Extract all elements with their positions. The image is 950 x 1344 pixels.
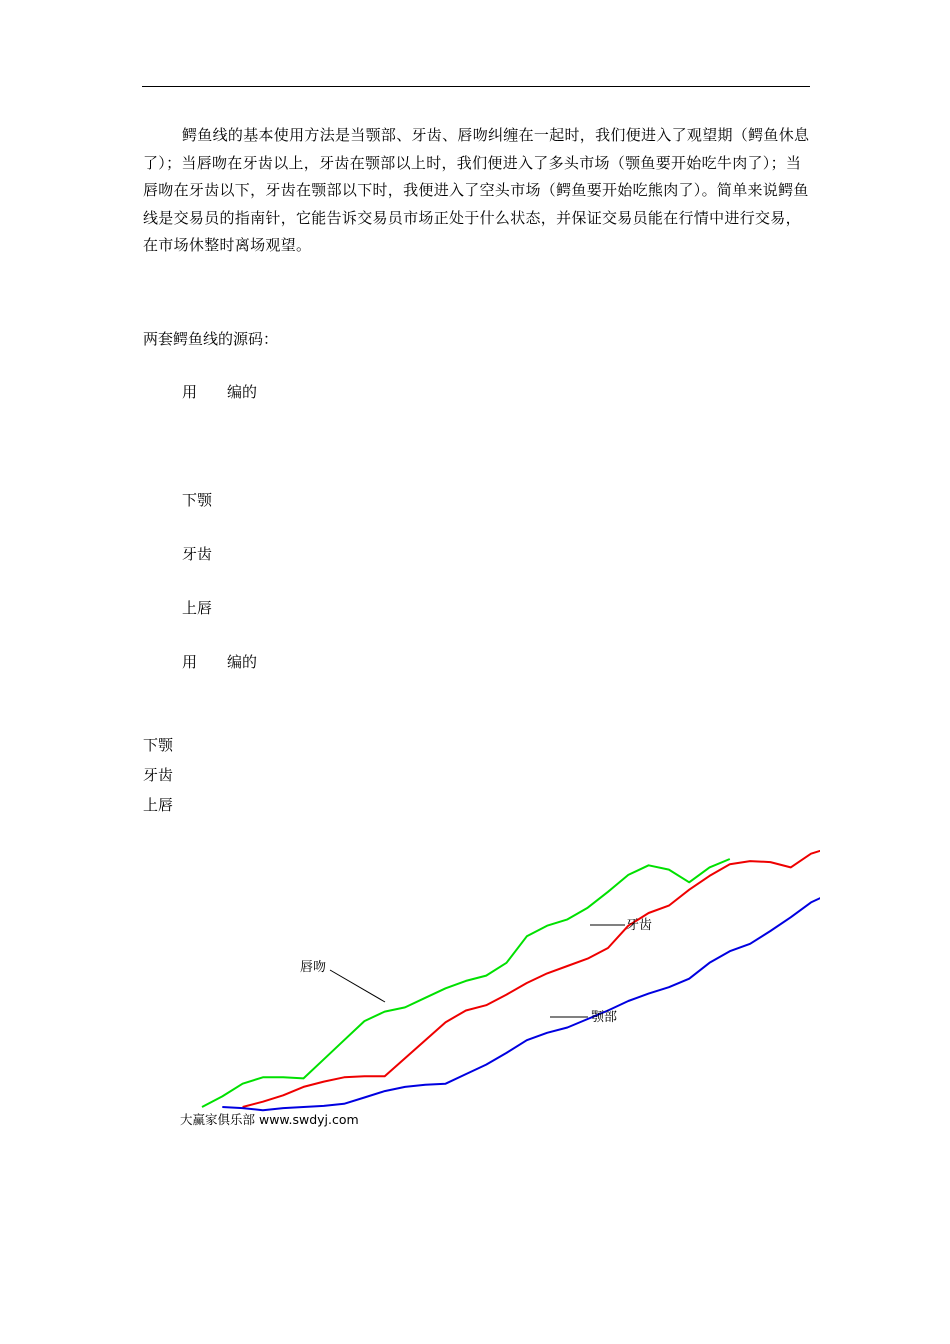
chart-watermark: 大赢家俱乐部 www.swdyj.com (180, 1112, 359, 1127)
section2-title: 用 编的 (182, 653, 258, 671)
intro-paragraph: 鳄鱼线的基本使用方法是当颚部、牙齿、唇吻纠缠在一起时，我们便进入了观望期（鳄鱼休息了）；当唇吻在牙齿以上，牙齿在颚部以上时，我们便进入了多头市场（颚鱼要开始吃牛肉了）；当唇吻在牙齿以下，牙齿在颚部以下时，我便进入了空头市场（鳄鱼要开始吃熊肉了）。简单来说鳄鱼线是交易员的指南针，它能告诉交易员市场正处于什么状态，并保证交易员能在行情中进行交易，在市场休整时离场观望。 (143, 126, 810, 254)
section1-lower-jaw: 下颚 (182, 491, 213, 509)
section1-title: 用 编的 (182, 383, 258, 401)
series-layer (202, 847, 820, 1110)
series-line-0 (202, 859, 730, 1107)
series-line-1 (243, 847, 820, 1107)
label-lips: 唇吻 (300, 960, 327, 975)
alligator-chart (170, 830, 820, 1140)
leader-line-lips (330, 970, 385, 1002)
label-jaw: 颚部 (591, 1010, 618, 1025)
section2-upper-lip: 上唇 (143, 796, 174, 814)
section1-upper-lip: 上唇 (182, 599, 213, 617)
section2-teeth: 牙齿 (143, 766, 174, 784)
label-teeth: 牙齿 (626, 918, 653, 933)
header-rule (142, 86, 810, 87)
source-heading: 两套鳄鱼线的源码： (143, 330, 279, 348)
section1-teeth: 牙齿 (182, 545, 213, 563)
series-line-2 (222, 871, 820, 1111)
section2-lower-jaw: 下颚 (143, 736, 174, 754)
